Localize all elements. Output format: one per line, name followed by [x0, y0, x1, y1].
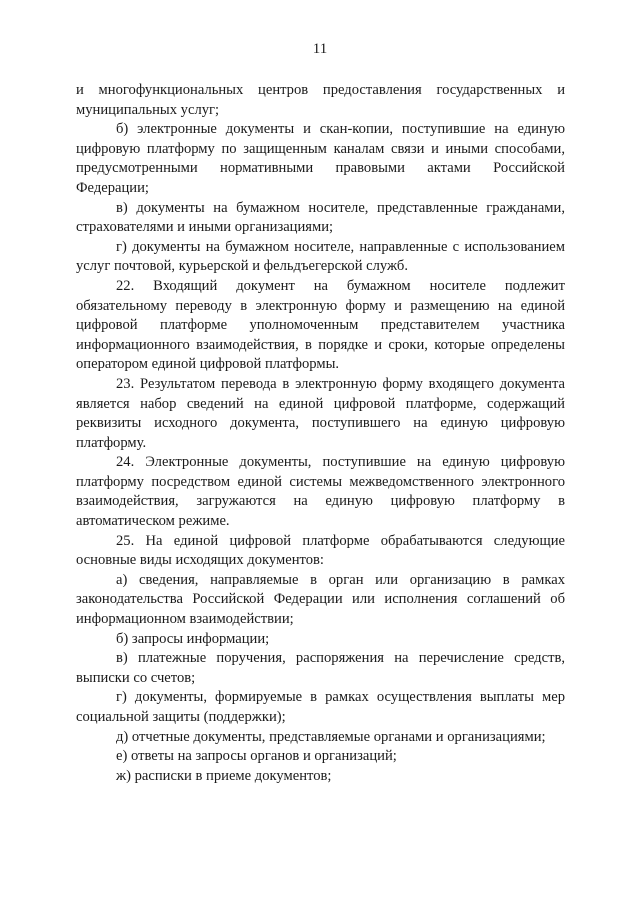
paragraph-item-g-social: г) документы, формируемые в рамках осуществления выплаты мер социальной защиты (поддержки); [76, 689, 565, 725]
paragraph-clause-22: 22. Входящий документ на бумажном носителе подлежит обязательному переводу в электронную форму и размещению на единой цифровой платформе уполномоченным представителем участника информационного взаимодействия, в порядке и сроки, которые определены оператором единой цифровой платформы. [76, 277, 565, 373]
paragraph-clause-25: 25. На единой цифровой платформе обрабатываются следующие основные виды исходящих документов: [76, 532, 565, 569]
paragraph-item-d-reports: д) отчетные документы, представляемые органами и организациями; [116, 728, 546, 745]
paragraph-item-g-postal: г) документы на бумажном носителе, направленные с использованием услуг почтовой, курьерской и фельдъегерской служб. [76, 238, 565, 275]
paragraph-item-a-information: а) сведения, направляемые в орган или организацию в рамках законодательства Российской Федерации или исполнения соглашений об информационном взаимодействии; [76, 571, 565, 628]
paragraph-item-b-requests: б) запросы информации; [116, 630, 270, 647]
paragraph-clause-24: 24. Электронные документы, поступившие на единую цифровую платформу посредством единой системы межведомственного электронного взаимодействия, загружаются на единую цифровую платформу в автоматическом режиме. [76, 454, 565, 530]
paragraph-continuation: и многофункциональных центров предоставления государственных и муниципальных услуг; [76, 82, 565, 118]
paragraph-item-v-paper: в) документы на бумажном носителе, представленные гражданами, страхователями и иными организациями; [76, 199, 565, 236]
paragraph-item-v-payments: в) платежные поручения, распоряжения на перечисление средств, выписки со счетов; [76, 650, 565, 686]
paragraph-item-zh-receipts: ж) расписки в приеме документов; [116, 767, 332, 784]
paragraph-item-b-electronic: б) электронные документы и скан-копии, поступившие на единую цифровую платформу по защищенным каналам связи и иными способами, предусмотренными нормативными правовыми актами Российской Федерации; [76, 121, 565, 196]
paragraph-clause-23: 23. Результатом перевода в электронную форму входящего документа является набор сведений на единой цифровой платформе, содержащий реквизиты исходного документа, поступившего на единую цифровую платформу. [76, 375, 565, 451]
page-number: 11 [312, 41, 328, 57]
document-body [76, 81, 565, 786]
paragraph-item-e-answers: е) ответы на запросы органов и организаций; [116, 748, 397, 765]
